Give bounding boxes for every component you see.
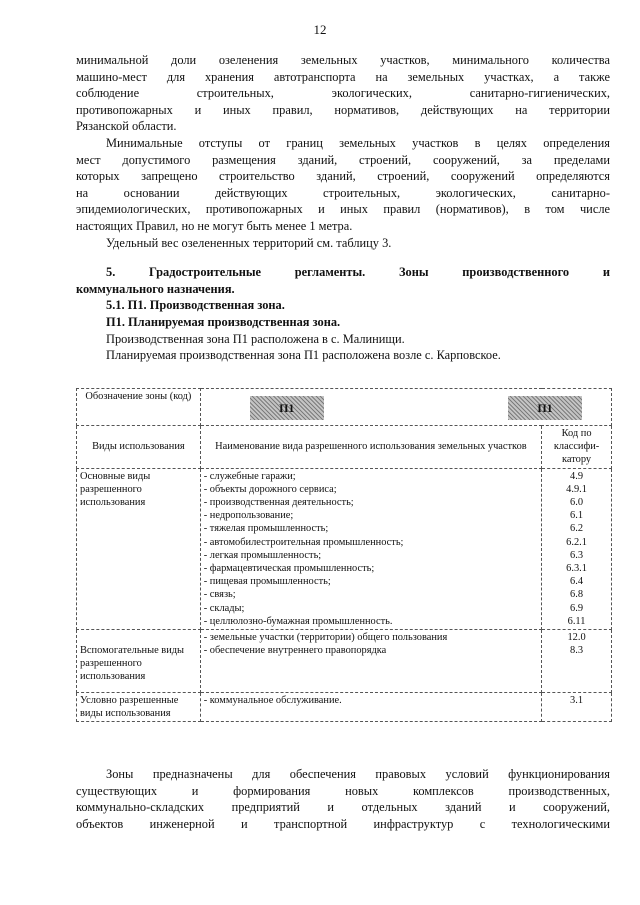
section-heading: 5. Градостроительные регламенты. Зоны производственного и: [106, 265, 610, 280]
list-item: - коммунальное обслуживание.: [203, 694, 342, 706]
para2-line: которых запрещено строительство зданий, строений, сооружений определяются: [76, 169, 610, 184]
code-value: 6.2.1: [566, 536, 587, 548]
page-number: 12: [313, 22, 327, 37]
row-codes: [542, 692, 612, 721]
code-value: 8.3: [570, 645, 584, 657]
para1-line: минимальной доли озеленения земельных участков, минимального количества: [76, 53, 610, 67]
row-codes: [542, 468, 612, 629]
closing-line: объектов инженерной и транспортной инфраструктур с технологическими: [76, 816, 610, 831]
code-value: 12.0: [567, 632, 586, 644]
row-items: [200, 630, 541, 693]
location-line: Производственная зона П1 расположена в с. Малинищи.: [106, 331, 405, 346]
list-item: - автомобилестроительная промышленность;: [203, 536, 404, 548]
section-heading: коммунального назначения.: [76, 281, 235, 296]
table-row: [77, 692, 612, 721]
list-item: - производственная деятельность;: [203, 497, 354, 509]
para2-line: мест допустимого размещения зданий, строений, сооружений, за пределами: [76, 152, 610, 167]
code-value: 3.1: [570, 694, 584, 706]
subsection-title: П1. Планируемая производственная зона.: [106, 314, 341, 329]
code-value: 6.1: [570, 510, 584, 522]
para1-line: противопожарных и иных правил, нормативов, действующих на территории: [76, 102, 610, 117]
subsection-title: 5.1. П1. Производственная зона.: [106, 298, 285, 313]
code-value: 4.9: [570, 470, 584, 482]
code-value: 4.9.1: [566, 483, 587, 495]
row-type: Вспомогательные виды разрешенного использования: [77, 630, 201, 693]
code-value: 6.3: [570, 549, 584, 561]
para1-line: машино-мест для хранения автотранспорта на земельных участках, а также: [76, 69, 610, 84]
code-value: 6.11: [567, 615, 586, 627]
row-type: Условно разрешенные виды использования: [77, 692, 201, 721]
list-item: - тяжелая промышленность;: [203, 523, 329, 535]
zone-label: Обозначение зоны (код): [85, 391, 192, 402]
zone-code-cell: [200, 389, 611, 426]
row-type: Основные виды разрешенного использования: [77, 468, 201, 629]
row-codes: [542, 630, 612, 693]
para2-line: настоящих Правил, но не могут быть менее 1 метра.: [76, 218, 353, 233]
body-text: [76, 52, 610, 364]
table-row: [77, 468, 612, 629]
list-item: - пищевая промышленность;: [203, 576, 331, 588]
code-value: 6.8: [570, 589, 584, 601]
zone-code-badge: П1: [250, 396, 324, 420]
row-items: [200, 468, 541, 629]
para3: Удельный вес озелененных территорий см. таблицу 3.: [106, 235, 392, 250]
closing-line: Зоны предназначены для обеспечения правовых условий функционирования: [106, 767, 610, 781]
code-value: 6.2: [570, 523, 584, 535]
header-name: Наименование вида разрешенного использования земельных участков: [200, 426, 541, 469]
row-items: [200, 692, 541, 721]
para2-line: эпидемиологических, противопожарных и иных правил (нормативов), в том числе: [76, 202, 610, 217]
list-item: - целлюлозно-бумажная промышленность.: [203, 615, 393, 627]
list-item: - фармацевтическая промышленность;: [203, 563, 375, 575]
header-type: Виды использования: [77, 426, 201, 469]
code-value: 6.3.1: [566, 563, 587, 575]
list-item: - склады;: [203, 602, 245, 614]
list-item: - легкая промышленность;: [203, 549, 322, 561]
code-value: 6.9: [570, 602, 584, 614]
zone-label-cell: [77, 389, 201, 426]
para2-line: на основании действующих строительных, экологических, санитарно-: [76, 185, 610, 200]
list-item: - обеспечение внутреннего правопорядка: [203, 645, 387, 657]
code-value: 6.0: [570, 497, 584, 509]
list-item: - служебные гаражи;: [203, 470, 296, 482]
code-value: 6.4: [570, 576, 584, 588]
closing-line: существующих и формирования новых комплексов производственных,: [76, 783, 610, 798]
para1-line: Рязанской области.: [76, 119, 177, 134]
list-item: - объекты дорожного сервиса;: [203, 483, 337, 495]
location-line: Планируемая производственная зона П1 расположена возле с. Карповское.: [106, 348, 501, 363]
list-item: - связь;: [203, 589, 236, 601]
para1-line: соблюдение строительных, экологических, санитарно-гигиенических,: [76, 86, 610, 101]
list-item: - недропользование;: [203, 510, 294, 522]
header-code: Код по классифи-катору: [542, 426, 612, 469]
zone-code-badge: П1: [508, 396, 582, 420]
para2-line: Минимальные отступы от границ земельных участков в целях определения: [106, 135, 610, 150]
list-item: - земельные участки (территории) общего пользования: [203, 632, 448, 644]
closing-line: коммунально-складских предприятий и отдельных зданий и сооружений,: [76, 800, 610, 815]
zone-table: [76, 388, 612, 722]
closing-text: [76, 766, 610, 832]
table-row: [77, 630, 612, 693]
